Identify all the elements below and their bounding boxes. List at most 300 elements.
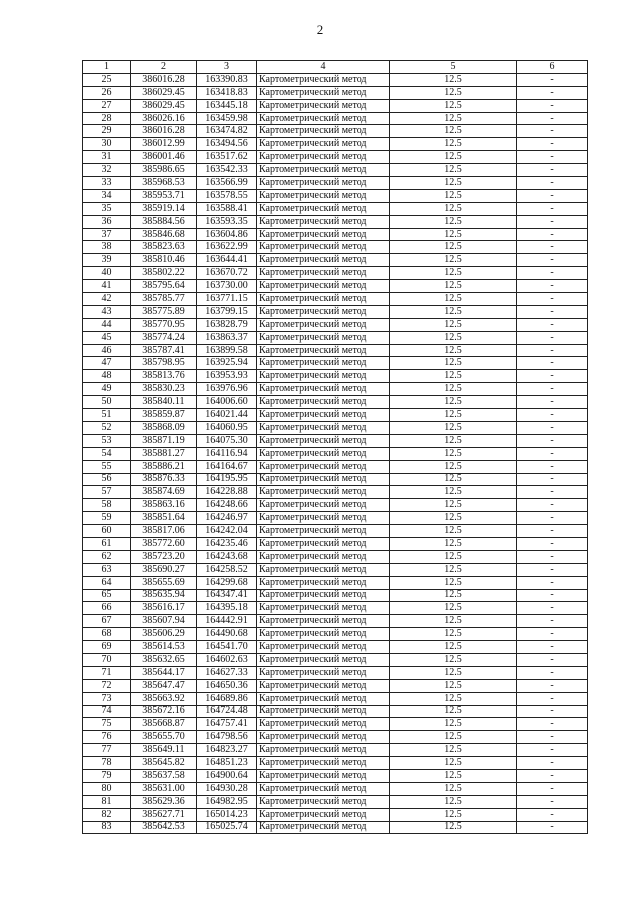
cell-x-coordinate: 385881.27 [131, 447, 197, 460]
cell-description: - [517, 705, 588, 718]
cell-x-coordinate: 385802.22 [131, 267, 197, 280]
table-row [83, 808, 588, 821]
table-row [83, 795, 588, 808]
cell-x-coordinate: 385868.09 [131, 421, 197, 434]
header-col-3: 3 [197, 61, 257, 74]
cell-point-number: 57 [83, 486, 131, 499]
cell-y-coordinate: 164021.44 [197, 409, 257, 422]
cell-x-coordinate: 385830.23 [131, 383, 197, 396]
cell-x-coordinate: 385663.92 [131, 692, 197, 705]
cell-method: Картометрический метод [257, 254, 390, 267]
cell-x-coordinate: 385723.20 [131, 550, 197, 563]
table-row [83, 666, 588, 679]
cell-description: - [517, 112, 588, 125]
cell-description: - [517, 653, 588, 666]
cell-point-number: 32 [83, 164, 131, 177]
cell-description: - [517, 409, 588, 422]
cell-accuracy: 12.5 [390, 138, 517, 151]
cell-accuracy: 12.5 [390, 460, 517, 473]
cell-accuracy: 12.5 [390, 202, 517, 215]
table-row [83, 357, 588, 370]
cell-accuracy: 12.5 [390, 679, 517, 692]
cell-accuracy: 12.5 [390, 447, 517, 460]
cell-x-coordinate: 386016.28 [131, 73, 197, 86]
header-col-6: 6 [517, 61, 588, 74]
table-row [83, 241, 588, 254]
cell-method: Картометрический метод [257, 705, 390, 718]
cell-x-coordinate: 385632.65 [131, 653, 197, 666]
cell-description: - [517, 795, 588, 808]
cell-accuracy: 12.5 [390, 280, 517, 293]
cell-method: Картометрический метод [257, 473, 390, 486]
cell-method: Картометрический метод [257, 782, 390, 795]
cell-description: - [517, 576, 588, 589]
cell-method: Картометрический метод [257, 99, 390, 112]
cell-point-number: 50 [83, 396, 131, 409]
cell-point-number: 55 [83, 460, 131, 473]
cell-accuracy: 12.5 [390, 421, 517, 434]
cell-method: Картометрический метод [257, 525, 390, 538]
cell-accuracy: 12.5 [390, 808, 517, 821]
table-row [83, 370, 588, 383]
table-row [83, 228, 588, 241]
cell-description: - [517, 769, 588, 782]
table-row [83, 215, 588, 228]
cell-accuracy: 12.5 [390, 305, 517, 318]
cell-y-coordinate: 163953.93 [197, 370, 257, 383]
cell-method: Картометрический метод [257, 744, 390, 757]
cell-method: Картометрический метод [257, 280, 390, 293]
cell-method: Картометрический метод [257, 344, 390, 357]
table-row [83, 177, 588, 190]
cell-y-coordinate: 164900.64 [197, 769, 257, 782]
cell-description: - [517, 396, 588, 409]
cell-point-number: 49 [83, 383, 131, 396]
table-row [83, 151, 588, 164]
cell-x-coordinate: 385787.41 [131, 344, 197, 357]
table-row [83, 421, 588, 434]
cell-x-coordinate: 385919.14 [131, 202, 197, 215]
cell-point-number: 35 [83, 202, 131, 215]
cell-y-coordinate: 163445.18 [197, 99, 257, 112]
cell-accuracy: 12.5 [390, 782, 517, 795]
cell-y-coordinate: 164982.95 [197, 795, 257, 808]
cell-description: - [517, 460, 588, 473]
cell-y-coordinate: 163799.15 [197, 305, 257, 318]
cell-x-coordinate: 385840.11 [131, 396, 197, 409]
cell-description: - [517, 808, 588, 821]
cell-x-coordinate: 385668.87 [131, 718, 197, 731]
cell-description: - [517, 215, 588, 228]
cell-accuracy: 12.5 [390, 666, 517, 679]
table-row [83, 705, 588, 718]
cell-accuracy: 12.5 [390, 164, 517, 177]
cell-y-coordinate: 163494.56 [197, 138, 257, 151]
cell-x-coordinate: 385846.68 [131, 228, 197, 241]
cell-x-coordinate: 385631.00 [131, 782, 197, 795]
cell-y-coordinate: 164060.95 [197, 421, 257, 434]
cell-method: Картометрический метод [257, 267, 390, 280]
cell-y-coordinate: 163517.62 [197, 151, 257, 164]
cell-method: Картометрический метод [257, 112, 390, 125]
cell-y-coordinate: 164116.94 [197, 447, 257, 460]
cell-accuracy: 12.5 [390, 177, 517, 190]
table-row [83, 563, 588, 576]
cell-accuracy: 12.5 [390, 99, 517, 112]
cell-accuracy: 12.5 [390, 293, 517, 306]
cell-x-coordinate: 385690.27 [131, 563, 197, 576]
table-row [83, 86, 588, 99]
cell-description: - [517, 757, 588, 770]
cell-method: Картометрический метод [257, 602, 390, 615]
cell-method: Картометрический метод [257, 383, 390, 396]
cell-y-coordinate: 163899.58 [197, 344, 257, 357]
cell-x-coordinate: 385886.21 [131, 460, 197, 473]
cell-description: - [517, 125, 588, 138]
cell-method: Картометрический метод [257, 512, 390, 525]
cell-method: Картометрический метод [257, 731, 390, 744]
cell-description: - [517, 563, 588, 576]
table-row [83, 641, 588, 654]
cell-method: Картометрический метод [257, 821, 390, 834]
table-row [83, 447, 588, 460]
table-row [83, 615, 588, 628]
cell-accuracy: 12.5 [390, 73, 517, 86]
cell-accuracy: 12.5 [390, 537, 517, 550]
cell-y-coordinate: 163588.41 [197, 202, 257, 215]
cell-y-coordinate: 164195.95 [197, 473, 257, 486]
table-row [83, 138, 588, 151]
cell-method: Картометрический метод [257, 486, 390, 499]
cell-point-number: 67 [83, 615, 131, 628]
cell-method: Картометрический метод [257, 589, 390, 602]
cell-y-coordinate: 164075.30 [197, 434, 257, 447]
cell-point-number: 42 [83, 293, 131, 306]
cell-point-number: 58 [83, 499, 131, 512]
cell-point-number: 38 [83, 241, 131, 254]
cell-accuracy: 12.5 [390, 241, 517, 254]
cell-description: - [517, 228, 588, 241]
cell-point-number: 82 [83, 808, 131, 821]
cell-method: Картометрический метод [257, 215, 390, 228]
cell-point-number: 48 [83, 370, 131, 383]
cell-x-coordinate: 385851.64 [131, 512, 197, 525]
cell-y-coordinate: 164602.63 [197, 653, 257, 666]
cell-description: - [517, 550, 588, 563]
cell-accuracy: 12.5 [390, 692, 517, 705]
cell-y-coordinate: 164228.88 [197, 486, 257, 499]
cell-description: - [517, 280, 588, 293]
cell-x-coordinate: 385785.77 [131, 293, 197, 306]
cell-description: - [517, 202, 588, 215]
cell-method: Картометрический метод [257, 125, 390, 138]
cell-method: Картометрический метод [257, 318, 390, 331]
cell-description: - [517, 782, 588, 795]
table-header [83, 61, 588, 74]
cell-description: - [517, 73, 588, 86]
cell-y-coordinate: 164798.56 [197, 731, 257, 744]
cell-point-number: 75 [83, 718, 131, 731]
cell-description: - [517, 512, 588, 525]
table-row [83, 486, 588, 499]
cell-x-coordinate: 385649.11 [131, 744, 197, 757]
cell-point-number: 54 [83, 447, 131, 460]
cell-point-number: 68 [83, 628, 131, 641]
cell-accuracy: 12.5 [390, 370, 517, 383]
table-row [83, 679, 588, 692]
table-row [83, 331, 588, 344]
cell-description: - [517, 267, 588, 280]
cell-y-coordinate: 164235.46 [197, 537, 257, 550]
cell-description: - [517, 821, 588, 834]
table-row [83, 744, 588, 757]
cell-x-coordinate: 386029.45 [131, 86, 197, 99]
cell-y-coordinate: 164627.33 [197, 666, 257, 679]
table-row [83, 653, 588, 666]
cell-description: - [517, 189, 588, 202]
cell-point-number: 71 [83, 666, 131, 679]
cell-point-number: 43 [83, 305, 131, 318]
cell-method: Картометрический метод [257, 653, 390, 666]
cell-accuracy: 12.5 [390, 331, 517, 344]
cell-x-coordinate: 385823.63 [131, 241, 197, 254]
table-row [83, 293, 588, 306]
cell-point-number: 44 [83, 318, 131, 331]
cell-accuracy: 12.5 [390, 383, 517, 396]
table-row [83, 125, 588, 138]
cell-x-coordinate: 385616.17 [131, 602, 197, 615]
cell-y-coordinate: 163604.86 [197, 228, 257, 241]
cell-point-number: 59 [83, 512, 131, 525]
cell-method: Картометрический метод [257, 331, 390, 344]
page-number: 2 [316, 22, 324, 37]
cell-y-coordinate: 163644.41 [197, 254, 257, 267]
coordinates-table [82, 60, 588, 834]
cell-point-number: 47 [83, 357, 131, 370]
cell-accuracy: 12.5 [390, 512, 517, 525]
cell-description: - [517, 138, 588, 151]
table-row [83, 499, 588, 512]
cell-point-number: 79 [83, 769, 131, 782]
cell-accuracy: 12.5 [390, 499, 517, 512]
table-row [83, 692, 588, 705]
cell-method: Картометрический метод [257, 293, 390, 306]
cell-method: Картометрический метод [257, 460, 390, 473]
cell-description: - [517, 86, 588, 99]
cell-y-coordinate: 164258.52 [197, 563, 257, 576]
cell-y-coordinate: 163474.82 [197, 125, 257, 138]
cell-x-coordinate: 385672.16 [131, 705, 197, 718]
cell-description: - [517, 731, 588, 744]
cell-x-coordinate: 385647.47 [131, 679, 197, 692]
cell-x-coordinate: 385874.69 [131, 486, 197, 499]
cell-x-coordinate: 385813.76 [131, 370, 197, 383]
cell-method: Картометрический метод [257, 563, 390, 576]
cell-description: - [517, 499, 588, 512]
cell-x-coordinate: 385876.33 [131, 473, 197, 486]
cell-y-coordinate: 164689.86 [197, 692, 257, 705]
cell-point-number: 73 [83, 692, 131, 705]
cell-x-coordinate: 385642.53 [131, 821, 197, 834]
cell-x-coordinate: 386001.46 [131, 151, 197, 164]
table-row [83, 344, 588, 357]
cell-point-number: 81 [83, 795, 131, 808]
cell-accuracy: 12.5 [390, 795, 517, 808]
cell-x-coordinate: 385863.16 [131, 499, 197, 512]
cell-method: Картометрический метод [257, 769, 390, 782]
cell-x-coordinate: 385871.19 [131, 434, 197, 447]
cell-method: Картометрический метод [257, 396, 390, 409]
cell-accuracy: 12.5 [390, 821, 517, 834]
cell-point-number: 77 [83, 744, 131, 757]
cell-accuracy: 12.5 [390, 641, 517, 654]
table-row [83, 112, 588, 125]
cell-y-coordinate: 165014.23 [197, 808, 257, 821]
table-row [83, 589, 588, 602]
cell-x-coordinate: 385607.94 [131, 615, 197, 628]
cell-method: Картометрический метод [257, 795, 390, 808]
cell-point-number: 45 [83, 331, 131, 344]
cell-description: - [517, 744, 588, 757]
cell-accuracy: 12.5 [390, 228, 517, 241]
cell-y-coordinate: 163863.37 [197, 331, 257, 344]
cell-point-number: 41 [83, 280, 131, 293]
cell-accuracy: 12.5 [390, 86, 517, 99]
cell-point-number: 80 [83, 782, 131, 795]
cell-method: Картометрический метод [257, 447, 390, 460]
cell-description: - [517, 151, 588, 164]
table-row [83, 189, 588, 202]
table-row [83, 757, 588, 770]
cell-method: Картометрический метод [257, 628, 390, 641]
table-row [83, 628, 588, 641]
table-row [83, 731, 588, 744]
cell-point-number: 60 [83, 525, 131, 538]
cell-point-number: 66 [83, 602, 131, 615]
cell-method: Картометрический метод [257, 189, 390, 202]
table-row [83, 99, 588, 112]
cell-accuracy: 12.5 [390, 151, 517, 164]
cell-y-coordinate: 164164.67 [197, 460, 257, 473]
cell-method: Картометрический метод [257, 202, 390, 215]
cell-y-coordinate: 164490.68 [197, 628, 257, 641]
table-row [83, 409, 588, 422]
cell-description: - [517, 615, 588, 628]
cell-method: Картометрический метод [257, 86, 390, 99]
cell-description: - [517, 589, 588, 602]
table-row [83, 383, 588, 396]
cell-x-coordinate: 385772.60 [131, 537, 197, 550]
cell-point-number: 28 [83, 112, 131, 125]
cell-description: - [517, 370, 588, 383]
cell-accuracy: 12.5 [390, 357, 517, 370]
cell-method: Картометрический метод [257, 177, 390, 190]
table-row [83, 782, 588, 795]
cell-point-number: 69 [83, 641, 131, 654]
cell-description: - [517, 293, 588, 306]
cell-x-coordinate: 386026.16 [131, 112, 197, 125]
cell-y-coordinate: 164243.68 [197, 550, 257, 563]
cell-description: - [517, 318, 588, 331]
cell-method: Картометрический метод [257, 666, 390, 679]
cell-point-number: 74 [83, 705, 131, 718]
cell-point-number: 26 [83, 86, 131, 99]
cell-description: - [517, 344, 588, 357]
table-row [83, 537, 588, 550]
cell-accuracy: 12.5 [390, 215, 517, 228]
cell-point-number: 78 [83, 757, 131, 770]
cell-method: Картометрический метод [257, 357, 390, 370]
cell-accuracy: 12.5 [390, 769, 517, 782]
cell-accuracy: 12.5 [390, 628, 517, 641]
cell-x-coordinate: 386016.28 [131, 125, 197, 138]
cell-accuracy: 12.5 [390, 705, 517, 718]
cell-accuracy: 12.5 [390, 409, 517, 422]
cell-method: Картометрический метод [257, 679, 390, 692]
table-row [83, 821, 588, 834]
cell-description: - [517, 421, 588, 434]
cell-description: - [517, 602, 588, 615]
cell-point-number: 29 [83, 125, 131, 138]
cell-accuracy: 12.5 [390, 589, 517, 602]
table-row [83, 576, 588, 589]
cell-x-coordinate: 385775.89 [131, 305, 197, 318]
cell-description: - [517, 331, 588, 344]
cell-x-coordinate: 385644.17 [131, 666, 197, 679]
cell-x-coordinate: 386012.99 [131, 138, 197, 151]
cell-method: Картометрический метод [257, 615, 390, 628]
table-row [83, 550, 588, 563]
cell-x-coordinate: 386029.45 [131, 99, 197, 112]
cell-x-coordinate: 385817.06 [131, 525, 197, 538]
header-col-5: 5 [390, 61, 517, 74]
cell-point-number: 72 [83, 679, 131, 692]
header-col-4: 4 [257, 61, 390, 74]
cell-y-coordinate: 163390.83 [197, 73, 257, 86]
cell-point-number: 61 [83, 537, 131, 550]
cell-point-number: 53 [83, 434, 131, 447]
cell-method: Картометрический метод [257, 421, 390, 434]
cell-point-number: 83 [83, 821, 131, 834]
cell-point-number: 76 [83, 731, 131, 744]
cell-description: - [517, 241, 588, 254]
cell-y-coordinate: 163578.55 [197, 189, 257, 202]
table-row [83, 473, 588, 486]
cell-x-coordinate: 385953.71 [131, 189, 197, 202]
cell-description: - [517, 692, 588, 705]
cell-method: Картометрический метод [257, 409, 390, 422]
cell-description: - [517, 177, 588, 190]
cell-description: - [517, 383, 588, 396]
cell-point-number: 64 [83, 576, 131, 589]
table-body [83, 73, 588, 834]
cell-method: Картометрический метод [257, 73, 390, 86]
cell-point-number: 25 [83, 73, 131, 86]
table-row [83, 318, 588, 331]
cell-method: Картометрический метод [257, 537, 390, 550]
cell-method: Картометрический метод [257, 692, 390, 705]
cell-point-number: 70 [83, 653, 131, 666]
cell-y-coordinate: 164442.91 [197, 615, 257, 628]
cell-accuracy: 12.5 [390, 434, 517, 447]
cell-y-coordinate: 163418.83 [197, 86, 257, 99]
cell-y-coordinate: 164395.18 [197, 602, 257, 615]
cell-y-coordinate: 164299.68 [197, 576, 257, 589]
cell-method: Картометрический метод [257, 151, 390, 164]
cell-accuracy: 12.5 [390, 125, 517, 138]
cell-point-number: 34 [83, 189, 131, 202]
table-row [83, 164, 588, 177]
